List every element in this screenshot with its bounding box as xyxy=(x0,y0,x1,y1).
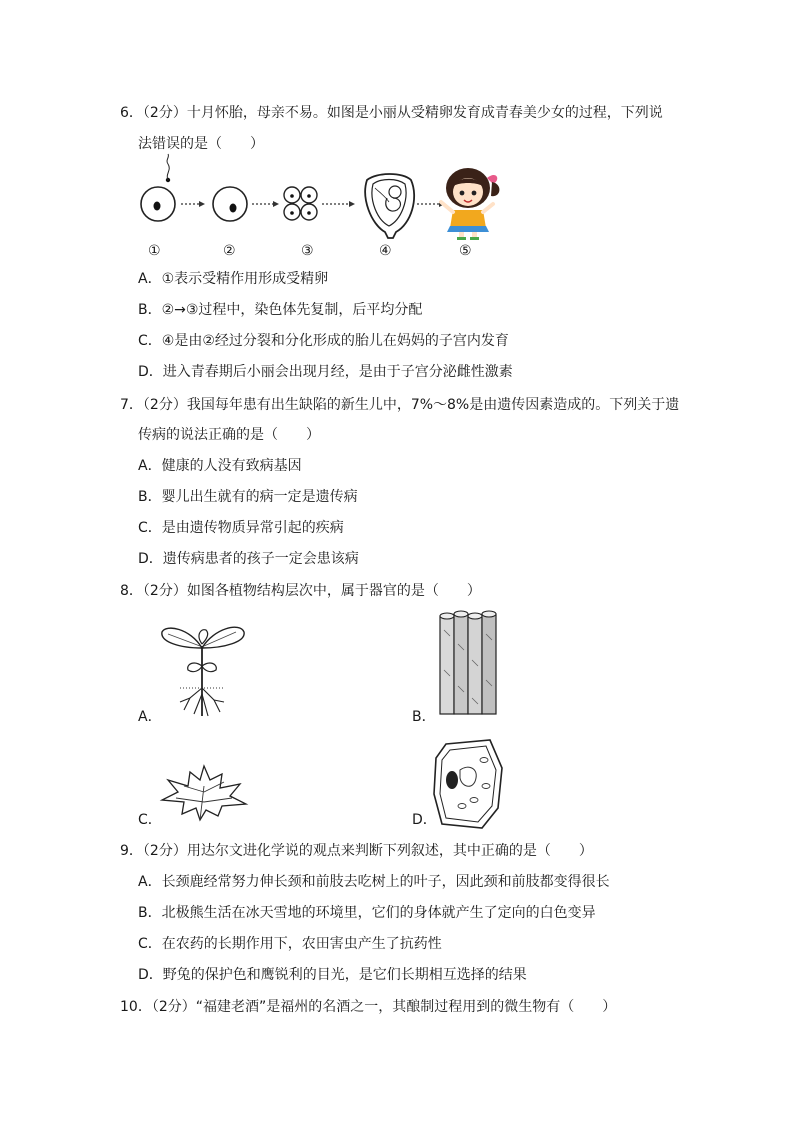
q7-option-a[interactable]: A．健康的人没有致病基因 xyxy=(138,458,302,474)
tissue-image xyxy=(436,610,500,720)
q8-option-c-label[interactable]: C． xyxy=(138,812,162,828)
fetus-in-uterus-icon xyxy=(365,174,414,238)
q6-development-diagram xyxy=(135,158,515,240)
q9-option-d[interactable]: D．野兔的保护色和鹰锐利的目光，是它们长期相互选择的结果 xyxy=(138,967,527,983)
q8-option-d-label[interactable]: D． xyxy=(412,812,437,828)
q7-option-b[interactable]: B．婴儿出生就有的病一定是遗传病 xyxy=(138,489,358,505)
q6-option-d[interactable]: D．进入青春期后小丽会出现月经，是由于子宫分泌雌性激素 xyxy=(138,364,513,380)
q6-option-a[interactable]: A．①表示受精作用形成受精卵 xyxy=(138,271,329,287)
fertilization-icon xyxy=(141,154,175,221)
q9-option-a[interactable]: A．长颈鹿经常努力伸长颈和前肢去吃树上的叶子，因此颈和前肢都变得很长 xyxy=(138,874,610,890)
stage-label-4: ④ xyxy=(379,243,392,259)
zygote-icon xyxy=(213,187,247,221)
q7-option-d[interactable]: D．遗传病患者的孩子一定会患该病 xyxy=(138,551,359,567)
q6-stem-line2: 法错误的是（ ） xyxy=(138,136,264,152)
q9-option-c[interactable]: C．在农药的长期作用下，农田害虫产生了抗药性 xyxy=(138,936,442,952)
cell-image xyxy=(432,738,506,830)
leaf-image xyxy=(160,762,248,824)
four-cell-icon xyxy=(284,187,317,220)
seedling-image xyxy=(160,618,248,718)
stage-label-5: ⑤ xyxy=(459,243,472,259)
stage-label-2: ② xyxy=(223,243,236,259)
stage-label-1: ① xyxy=(148,243,161,259)
girl-icon xyxy=(441,168,499,240)
q10-stem: 10．（2分）“福建老酒”是福州的名酒之一，其酿制过程用到的微生物有（ ） xyxy=(120,999,617,1015)
q9-option-b[interactable]: B．北极熊生活在冰天雪地的环境里，它们的身体就产生了定向的白色变异 xyxy=(138,905,596,921)
q7-stem-line2: 传病的说法正确的是（ ） xyxy=(138,427,320,443)
q9-stem: 9．（2分）用达尔文进化学说的观点来判断下列叙述，其中正确的是（ ） xyxy=(120,843,593,859)
q6-stem-line1: 6．（2分）十月怀胎，母亲不易。如图是小丽从受精卵发育成青春美少女的过程，下列说 xyxy=(120,105,663,121)
q7-stem-line1: 7．（2分）我国每年患有出生缺陷的新生儿中，7%～8%是由遗传因素造成的。下列关于遗 xyxy=(120,397,680,413)
q7-option-c[interactable]: C．是由遗传物质异常引起的疾病 xyxy=(138,520,344,536)
stage-label-3: ③ xyxy=(301,243,314,259)
q8-option-b-label[interactable]: B． xyxy=(412,709,436,725)
q8-option-a-label[interactable]: A． xyxy=(138,709,162,725)
q6-option-c[interactable]: C．④是由②经过分裂和分化形成的胎儿在妈妈的子宫内发育 xyxy=(138,333,509,349)
q8-stem: 8．（2分）如图各植物结构层次中，属于器官的是（ ） xyxy=(120,583,481,599)
q6-option-b[interactable]: B．②→③过程中，染色体先复制，后平均分配 xyxy=(138,302,423,318)
